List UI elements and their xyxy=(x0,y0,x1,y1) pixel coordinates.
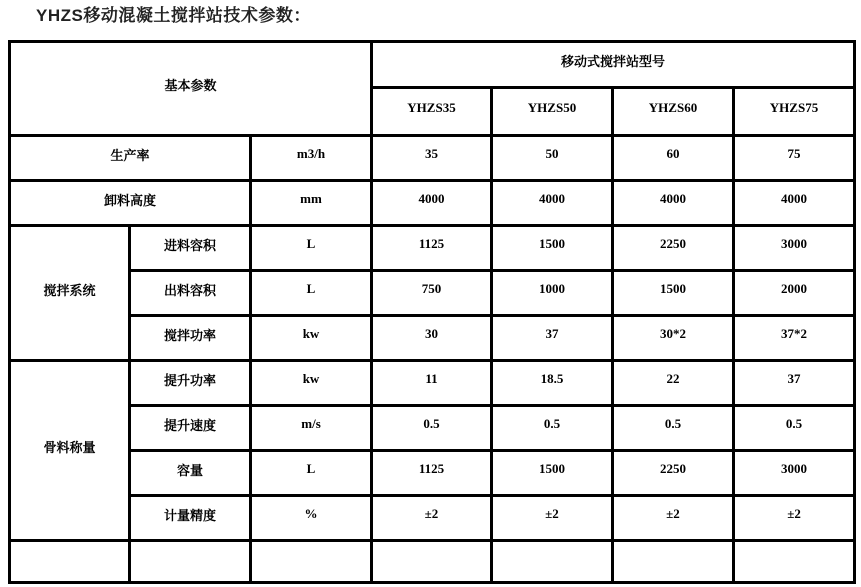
value-cell: 0.5 xyxy=(372,406,492,451)
header-row-1 xyxy=(10,42,855,88)
param-cell: 提升功率 xyxy=(130,361,251,406)
value-cell: 4000 xyxy=(734,181,855,226)
group-cell-mixing-system: 搅拌系统 xyxy=(10,226,130,361)
value-cell: 30*2 xyxy=(613,316,734,361)
value-cell: 30 xyxy=(372,316,492,361)
value-cell: 50 xyxy=(492,136,613,181)
param-cell xyxy=(130,541,251,583)
value-cell: 1500 xyxy=(613,271,734,316)
value-cell: 2000 xyxy=(734,271,855,316)
param-cell: 出料容积 xyxy=(130,271,251,316)
table-row xyxy=(10,406,855,451)
table-row xyxy=(10,316,855,361)
unit-cell: % xyxy=(251,496,372,541)
value-cell: 3000 xyxy=(734,451,855,496)
value-cell: 1500 xyxy=(492,226,613,271)
unit-cell: kw xyxy=(251,316,372,361)
value-cell: 22 xyxy=(613,361,734,406)
unit-cell: L xyxy=(251,226,372,271)
header-model-cell: YHZS50 xyxy=(492,88,613,136)
value-cell: ±2 xyxy=(734,496,855,541)
value-cell: 35 xyxy=(372,136,492,181)
value-cell: 60 xyxy=(613,136,734,181)
value-cell: 4000 xyxy=(492,181,613,226)
value-cell xyxy=(372,541,492,583)
group-cell-aggregate-weighing: 骨料称量 xyxy=(10,361,130,541)
table-row xyxy=(10,361,855,406)
header-model-cell: YHZS60 xyxy=(613,88,734,136)
value-cell: 4000 xyxy=(372,181,492,226)
value-cell: 0.5 xyxy=(734,406,855,451)
value-cell: ±2 xyxy=(372,496,492,541)
param-cell: 容量 xyxy=(130,451,251,496)
value-cell: 18.5 xyxy=(492,361,613,406)
header-model-cell: YHZS75 xyxy=(734,88,855,136)
table-row xyxy=(10,136,855,181)
value-cell: 37*2 xyxy=(734,316,855,361)
value-cell: 3000 xyxy=(734,226,855,271)
unit-cell: kw xyxy=(251,361,372,406)
value-cell: 0.5 xyxy=(492,406,613,451)
table-row xyxy=(10,451,855,496)
value-cell: 37 xyxy=(734,361,855,406)
table-row xyxy=(10,181,855,226)
param-cell: 卸料高度 xyxy=(10,181,251,226)
unit-cell: m3/h xyxy=(251,136,372,181)
value-cell: 37 xyxy=(492,316,613,361)
unit-cell: m/s xyxy=(251,406,372,451)
value-cell: ±2 xyxy=(613,496,734,541)
header-model-group-cell: 移动式搅拌站型号 xyxy=(372,42,855,88)
unit-cell: L xyxy=(251,271,372,316)
value-cell: 1500 xyxy=(492,451,613,496)
param-cell: 搅拌功率 xyxy=(130,316,251,361)
param-cell: 计量精度 xyxy=(130,496,251,541)
unit-cell: L xyxy=(251,451,372,496)
table-row xyxy=(10,271,855,316)
value-cell xyxy=(734,541,855,583)
value-cell: 1000 xyxy=(492,271,613,316)
group-cell xyxy=(10,541,130,583)
value-cell: 75 xyxy=(734,136,855,181)
unit-cell xyxy=(251,541,372,583)
spec-table xyxy=(8,40,856,584)
table-row xyxy=(10,496,855,541)
value-cell: 2250 xyxy=(613,451,734,496)
value-cell: 11 xyxy=(372,361,492,406)
value-cell xyxy=(492,541,613,583)
page-title: YHZS移动混凝土搅拌站技术参数： xyxy=(36,6,311,25)
value-cell: 750 xyxy=(372,271,492,316)
param-cell: 进料容积 xyxy=(130,226,251,271)
value-cell: ±2 xyxy=(492,496,613,541)
param-cell: 提升速度 xyxy=(130,406,251,451)
value-cell: 1125 xyxy=(372,451,492,496)
table-row-partial xyxy=(10,541,855,583)
param-cell: 生产率 xyxy=(10,136,251,181)
value-cell: 4000 xyxy=(613,181,734,226)
table-row xyxy=(10,226,855,271)
value-cell: 2250 xyxy=(613,226,734,271)
value-cell: 0.5 xyxy=(613,406,734,451)
header-model-cell: YHZS35 xyxy=(372,88,492,136)
value-cell xyxy=(613,541,734,583)
value-cell: 1125 xyxy=(372,226,492,271)
header-basic-params-cell: 基本参数 xyxy=(10,42,372,136)
unit-cell: mm xyxy=(251,181,372,226)
